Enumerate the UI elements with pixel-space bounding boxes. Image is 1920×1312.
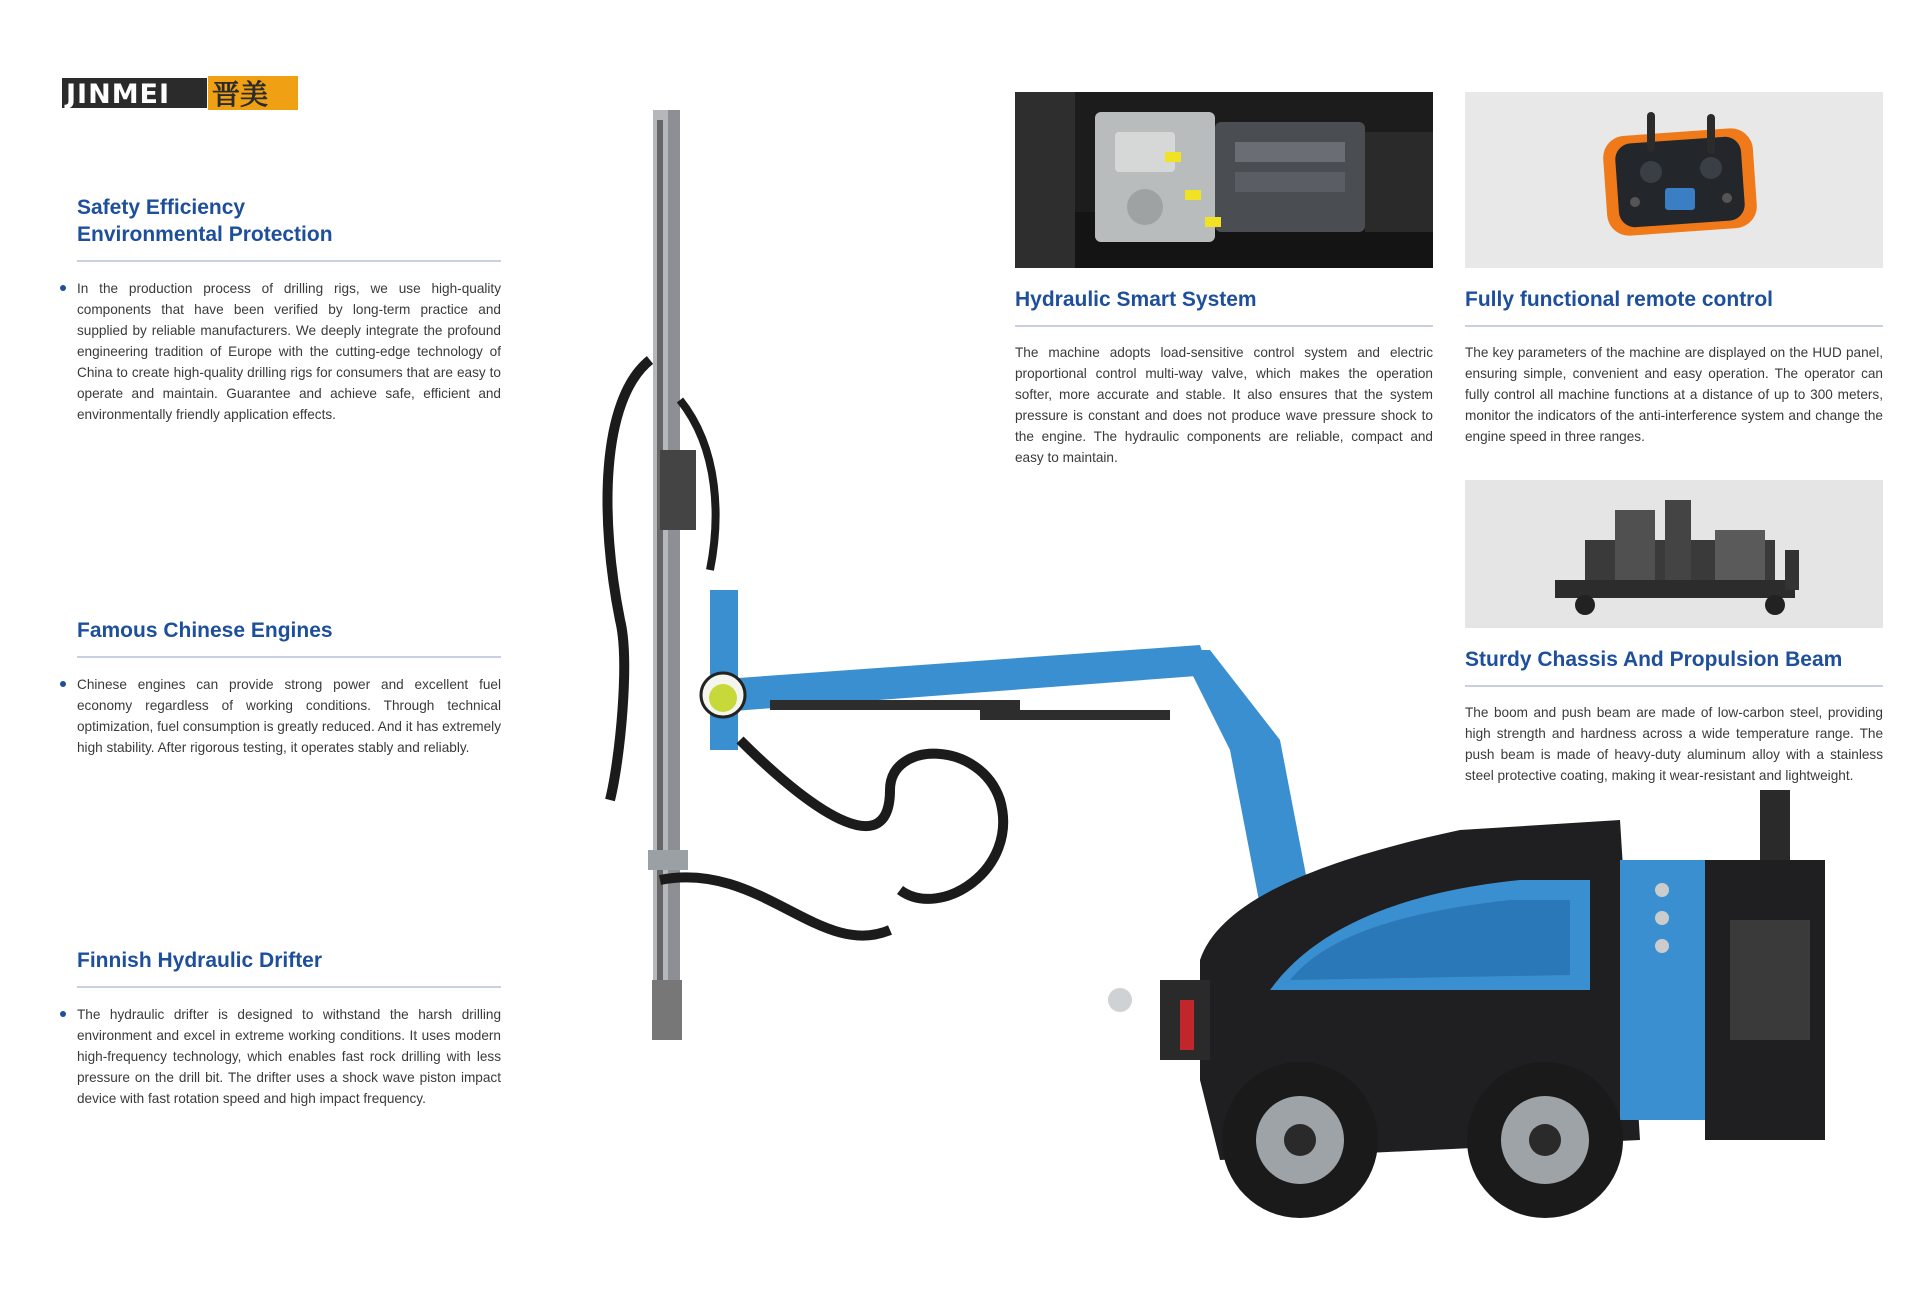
section-title: Safety Efficiency Environmental Protection — [77, 196, 333, 246]
bullet-item — [77, 674, 501, 758]
section-title: Famous Chinese Engines — [77, 619, 333, 642]
logo-latin: JINMEI — [66, 79, 171, 110]
section-title: Hydraulic Smart System — [1015, 288, 1257, 311]
logo-cn: 晋美 — [212, 78, 269, 111]
section-safety — [77, 194, 501, 425]
bullet-dot-icon — [60, 285, 66, 291]
section-title: Sturdy Chassis And Propulsion Beam — [1465, 648, 1843, 671]
bullet-item — [77, 1004, 501, 1109]
divider — [77, 986, 501, 988]
section-engines — [77, 617, 501, 758]
bullet-item — [77, 278, 501, 425]
section-title: Finnish Hydraulic Drifter — [77, 949, 323, 972]
bullet-dot-icon — [60, 1011, 66, 1017]
drilling-rig-illustration — [560, 100, 1860, 1260]
section-body: The boom and push beam are made of low-carbon steel, providing high strength and hardness across a wide temperature range. The push beam is made of heavy-duty aluminum alloy with a stainless steel protective coating, making it wear-resistant and lightweight. — [1465, 705, 1883, 783]
section-title: Fully functional remote control — [1465, 288, 1774, 311]
section-drifter — [77, 947, 501, 1109]
bullet-dot-icon — [60, 681, 66, 687]
divider — [77, 260, 501, 262]
section-body: The machine adopts load-sensitive control system and electric proportional control multi-way valve, which makes the operation softer, more accurate and stable. It also ensures that the system pressure is constant and does not produce wave pressure shock to the engine. The hydraulic components are reliable, compact and easy to maintain. — [1015, 345, 1433, 465]
brand-logo — [62, 72, 302, 112]
section-body: The key parameters of the machine are displayed on the HUD panel, ensuring simple, convenient and easy operation. The operator can fully control all machine functions at a distance of up to 300 meters, monitor the indicators of the anti-interference system and change the engine speed in three ranges. — [1465, 345, 1883, 444]
section-body: In the production process of drilling rigs, we use high-quality components that have been verified by long-term practice and supplied by reliable manufacturers. We deeply integrate the profound engineering tradition of Europe with the cutting-edge technology of China to create high-quality drilling rigs for consumers that are easy to operate and maintain. Guarantee and achieve safe, efficient and environmentally friendly application effects. — [77, 281, 501, 422]
section-body: Chinese engines can provide strong power and excellent fuel economy regardless of working conditions. Through technical optimization, fuel consumption is greatly reduced. And it has extremely high stability. After rigorous testing, it operates stably and reliably. — [77, 677, 501, 755]
section-body: The hydraulic drifter is designed to withstand the harsh drilling environment and excel in extreme working conditions. It uses modern high-frequency technology, which enables fast rock drilling with less pressure on the drill bit. The drifter uses a shock wave piston impact device with fast rotation speed and high impact frequency. — [77, 1007, 501, 1106]
drifter — [660, 450, 696, 530]
carrier-side-panel — [1620, 860, 1705, 1120]
divider — [77, 656, 501, 658]
boom-mount — [710, 590, 738, 750]
